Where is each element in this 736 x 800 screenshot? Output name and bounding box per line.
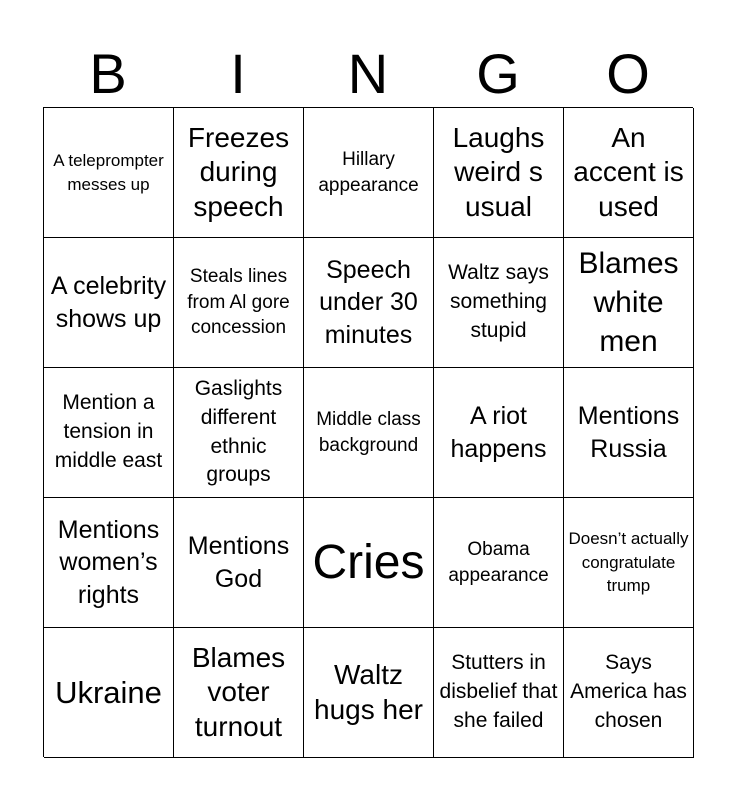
bingo-cell[interactable] xyxy=(434,628,564,758)
bingo-cell-text: Mention a tension in middle east xyxy=(54,391,163,472)
bingo-cell-text: Waltz says something stupid xyxy=(448,261,549,342)
bingo-cell[interactable] xyxy=(174,238,304,368)
bingo-cell-text: Speech under 30 minutes xyxy=(319,255,418,349)
bingo-cell[interactable] xyxy=(304,628,434,758)
bingo-cell-text: Waltz hugs her xyxy=(314,659,423,725)
bingo-cell-text: Laughs weird s usual xyxy=(452,122,545,222)
header-letter-o: O xyxy=(606,42,650,105)
bingo-cell[interactable] xyxy=(304,498,434,628)
bingo-cell-text: Cries xyxy=(312,535,425,589)
bingo-cell[interactable] xyxy=(564,108,694,238)
bingo-cell[interactable] xyxy=(174,628,304,758)
bingo-cell[interactable] xyxy=(304,108,434,238)
bingo-cell[interactable] xyxy=(304,238,434,368)
bingo-cell[interactable] xyxy=(434,238,564,368)
bingo-cell-text: Mentions God xyxy=(187,532,290,593)
bingo-cell[interactable] xyxy=(564,238,694,368)
bingo-header xyxy=(43,40,693,108)
bingo-cell[interactable] xyxy=(44,498,174,628)
bingo-cell-text: A celebrity shows up xyxy=(50,272,167,333)
header-letter-g: G xyxy=(476,42,520,105)
bingo-cell-text: An accent is used xyxy=(573,122,684,222)
bingo-cell-text: Middle class background xyxy=(316,408,421,456)
bingo-cell-text: Stutters in disbelief that she failed xyxy=(439,651,558,732)
bingo-cell-text: Steals lines from Al gore concession xyxy=(187,266,290,339)
bingo-cell[interactable] xyxy=(434,498,564,628)
bingo-cell[interactable] xyxy=(564,368,694,498)
bingo-cell[interactable] xyxy=(174,368,304,498)
bingo-board xyxy=(43,107,693,757)
bingo-cell-text: Blames white men xyxy=(578,247,679,358)
bingo-cell-text: Freezes during speech xyxy=(187,122,290,222)
bingo-cell-text: Mentions women’s rights xyxy=(57,515,160,609)
bingo-cell-text: Says America has chosen xyxy=(570,651,687,732)
bingo-cell-text: Ukraine xyxy=(55,675,162,710)
bingo-cell[interactable] xyxy=(304,368,434,498)
bingo-cell[interactable] xyxy=(44,368,174,498)
bingo-cell-text: Doesn’t actually congratulate trump xyxy=(568,528,689,596)
bingo-cell-text: Mentions Russia xyxy=(577,402,680,463)
bingo-cell[interactable] xyxy=(564,628,694,758)
bingo-cell-text: Obama appearance xyxy=(448,538,549,586)
bingo-cell[interactable] xyxy=(44,628,174,758)
header-letter-b: B xyxy=(89,42,127,105)
header-letter-i: I xyxy=(230,42,246,105)
bingo-cell-text: Gaslights different ethnic groups xyxy=(194,376,283,487)
bingo-cell-text: Blames voter turnout xyxy=(191,642,286,742)
bingo-cell[interactable] xyxy=(174,108,304,238)
bingo-cell[interactable] xyxy=(44,108,174,238)
bingo-cell[interactable] xyxy=(174,498,304,628)
bingo-cell-text: A teleprompter messes up xyxy=(53,150,164,194)
bingo-cell[interactable] xyxy=(434,108,564,238)
header-letter-n: N xyxy=(347,42,389,105)
bingo-cell[interactable] xyxy=(44,238,174,368)
bingo-cell-text: A riot happens xyxy=(450,402,547,463)
bingo-cell-text: Hillary appearance xyxy=(318,148,419,196)
bingo-cell[interactable] xyxy=(564,498,694,628)
bingo-cell[interactable] xyxy=(434,368,564,498)
